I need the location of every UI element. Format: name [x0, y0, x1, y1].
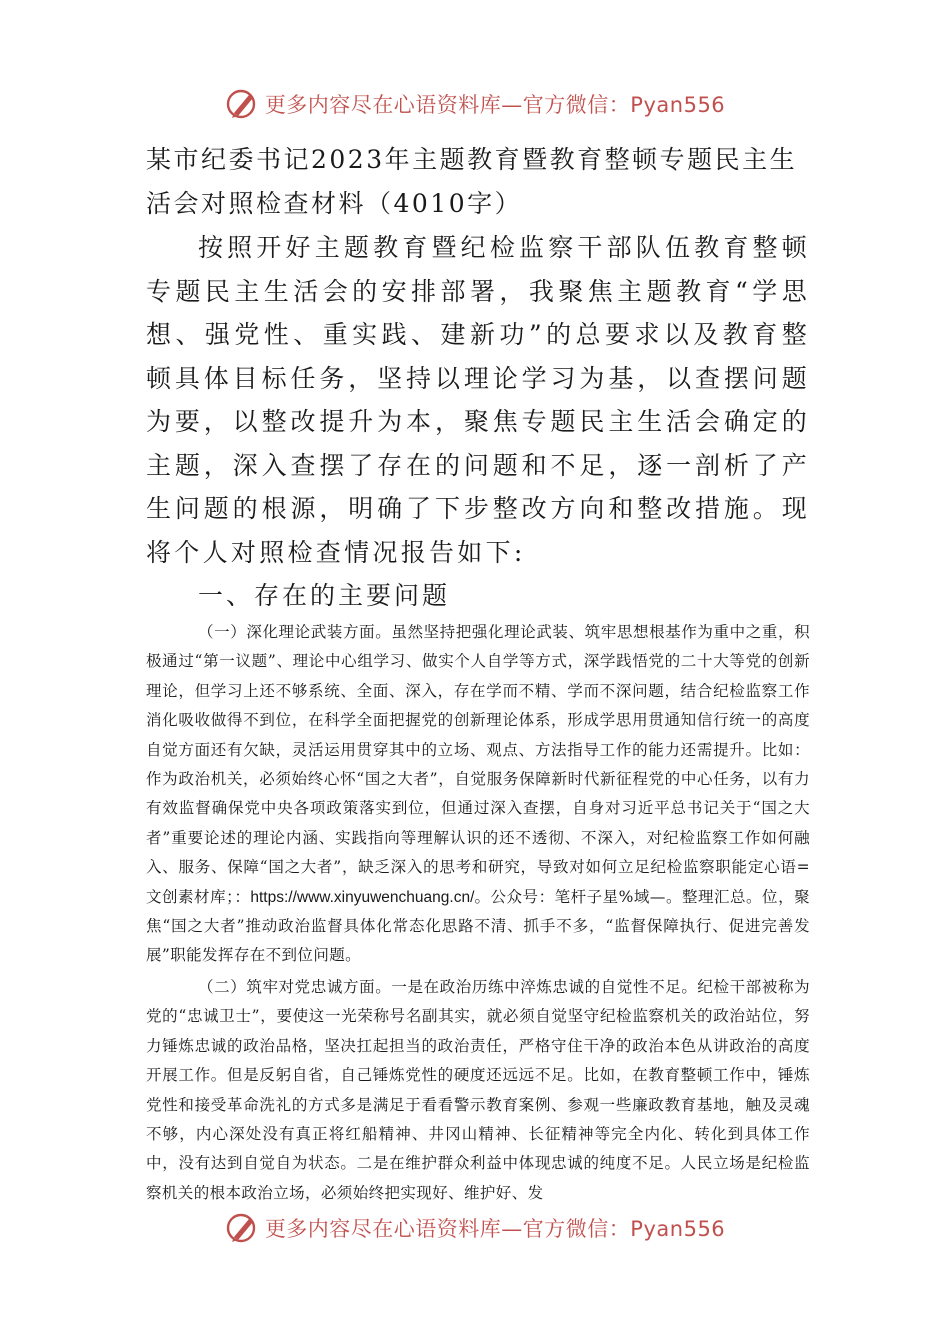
- footer-watermark-banner: [0, 1208, 950, 1248]
- document-title: 某市纪委书记2023年主题教育暨教育整顿专题民主生活会对照检查材料（4010字）: [146, 145, 798, 218]
- intro-paragraph: 按照开好主题教育暨纪检监察干部队伍教育整顿专题民主生活会的安排部署，我聚焦主题教育“学思想、强党性、重实践、建新功”的总要求以及教育整顿具体目标任务，坚持以理论学习为基，以查摆问题为要，以整改提升为本，聚焦专题民主生活会确定的主题，深入查摆了存在的问题和不足，逐一剖析了产生问题的根源，明确了下步整改方向和整改措施。现将个人对照检查情况报告如下:: [146, 233, 810, 567]
- body-paragraph-2: （二）筑牢对党忠诚方面。一是在政治历练中淬炼忠诚的自觉性不足。纪检干部被称为党的“忠诚卫士”，要使这一光荣称号名副其实，就必须自觉坚守纪检监察机关的政治站位，努力锤炼忠诚的政治品格，坚决扛起担当的政治责任，严格守住干净的政治本色从讲政治的高度开展工作。但是反躬自省，自己锤炼党性的硬度还远远不足。比如，在教育整顿工作中，锤炼党性和接受革命洗礼的方式多是满足于看看警示教育案例、参观一些廉政教育基地，触及灵魂不够，内心深处没有真正将红船精神、井冈山精神、长征精神等完全内化、转化到具体工作中，没有达到自觉自为状态。二是在维护群众利益中体现忠诚的纯度不足。人民立场是纪检监察机关的根本政治立场，必须始终把实现好、维护好、发: [146, 977, 810, 1202]
- website-link[interactable]: https://www.xinyuwenchuang.cn/: [250, 888, 475, 906]
- paragraph-text: 。公众号：笔杆子星%域—。整理汇总。位，聚焦“国之大者”推动政治监督具体化常态化思路不清、抓手不多，“监督保障执行、促进完善发展”职能发挥存在不到位问题。: [146, 887, 810, 965]
- paragraph-text: （一）深化理论武装方面。虽然坚持把强化理论武装、筑牢思想根基作为重中之重，积极通过“第一议题”、理论中心组学习、做实个人自学等方式，深学践悟党的二十大等党的创新理论，但学习上还不够系统、全面、深入，存在学而不精、学而不深问题，结合纪检监察工作消化吸收做得不到位，在科学全面把握党的创新理论体系，形成学思用贯通知信行统一的高度自觉方面还有欠缺，灵活运用贯穿其中的立场、观点、方法指导工作的能力还需提升。比如：作为政治机关，必须始终心怀“国之大者”，自觉服务保障新时代新征程党的中心任务，以有力有效监督确保党中央各项政策落实到位，但通过深入查摆，自身对习近平总书记关于“国之大者”重要论述的理论内涵、实践指向等理解认识的还不透彻、不深入，对纪检监察工作如何融入、服务、保障“国之大者”，缺乏深入的思考和研究，导致对如何立足纪检监察职能定心语=文创素材库；：: [146, 623, 810, 906]
- body-paragraph-1: [146, 618, 810, 971]
- watermark-text: 更多内容尽在心语资料库—官方微信：Pyan556: [264, 1217, 726, 1241]
- document-body: [146, 138, 810, 1208]
- pen-logo-icon: [225, 1211, 259, 1245]
- watermark-text: 更多内容尽在心语资料库—官方微信：Pyan556: [264, 93, 726, 117]
- pen-logo-icon: [225, 87, 259, 121]
- header-watermark-banner: [0, 84, 950, 124]
- section-heading: 一、存在的主要问题: [198, 581, 451, 610]
